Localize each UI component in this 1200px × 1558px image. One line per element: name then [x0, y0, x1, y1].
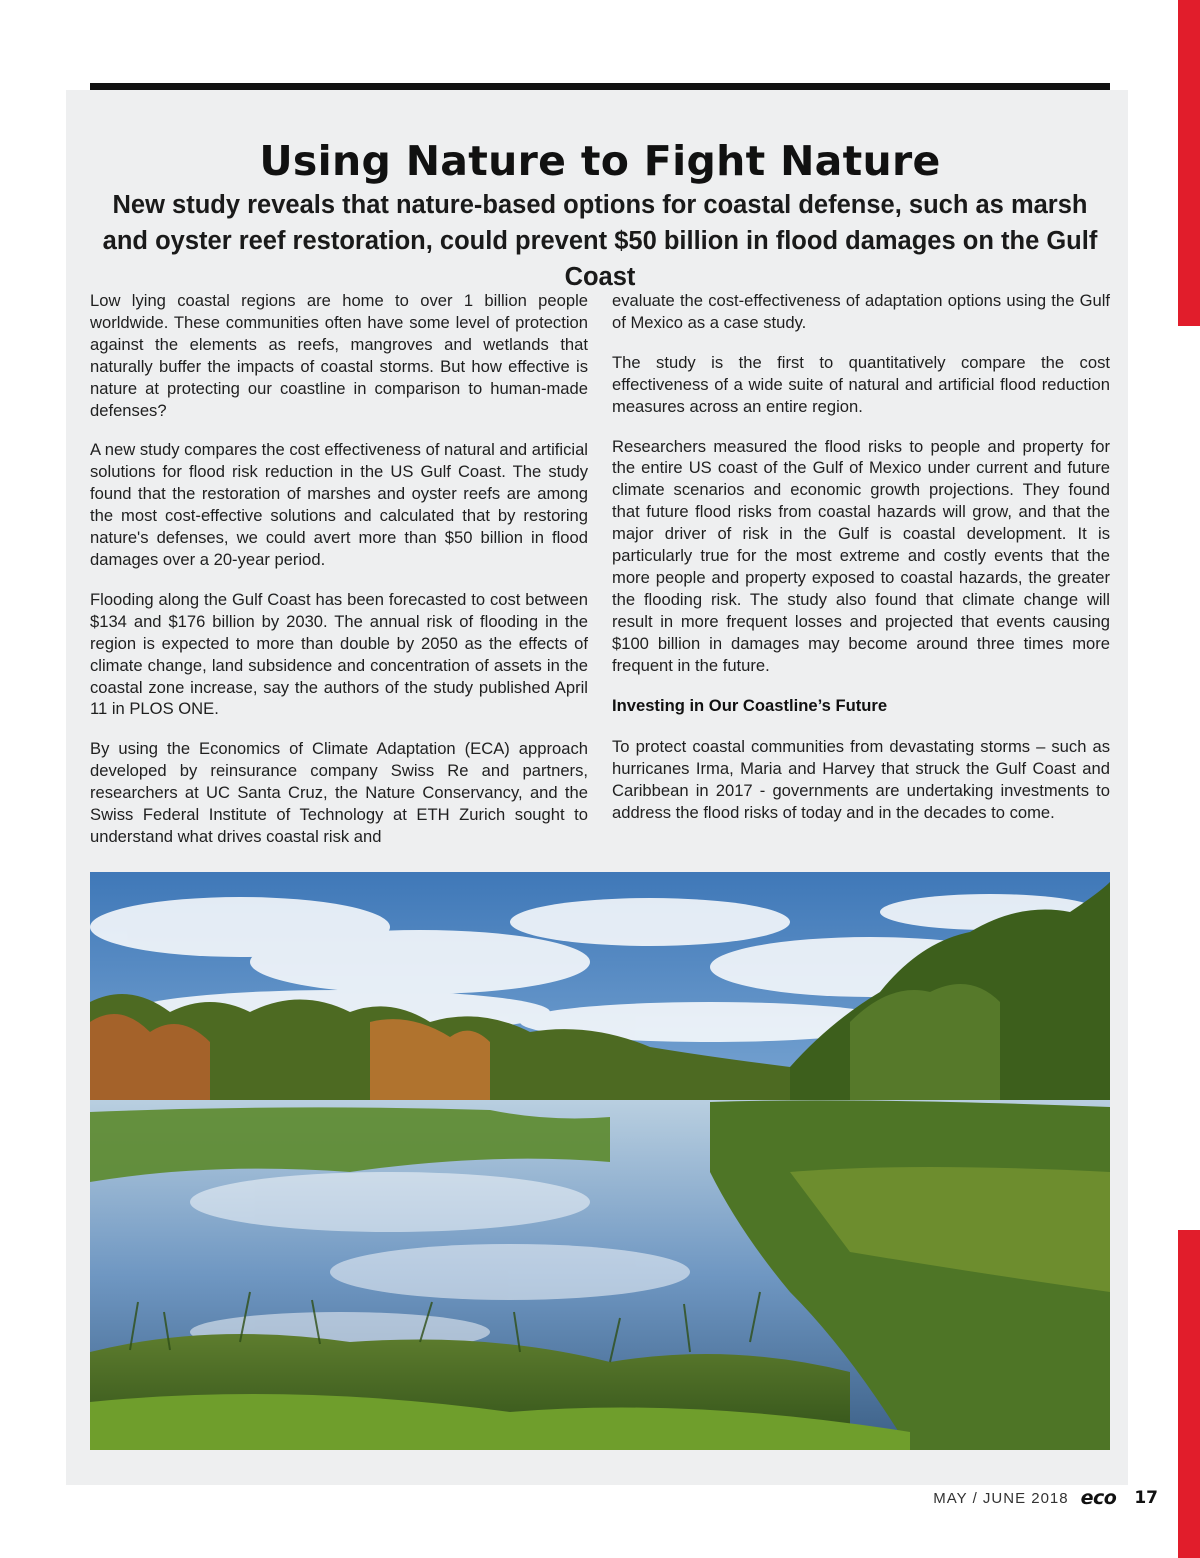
left-column	[90, 290, 588, 866]
paragraph: By using the Economics of Climate Adaptation (ECA) approach developed by reinsurance company Swiss Re and partners, researchers at UC Santa Cruz, the Nature Conservancy, and the Swiss Federal Institute of Technology at ETH Zurich sought to understand what drives coastal risk and	[90, 739, 588, 846]
section-heading: Investing in Our Coastline’s Future	[612, 695, 888, 715]
edge-tab-top	[1178, 0, 1200, 326]
page-number: 17	[1134, 1488, 1158, 1508]
paragraph: To protect coastal communities from devastating storms – such as hurricanes Irma, Maria and Harvey that struck the Gulf Coast and Caribbean in 2017 - governments are undertaking investments to address the flood risks of today and in the decades to come.	[612, 737, 1110, 823]
wetland-photo	[90, 872, 1110, 1450]
paragraph: Researchers measured the flood risks to people and property for the entire US coast of the Gulf of Mexico under current and future climate scenarios and economic growth projections. They found that future flood risks from coastal hazards will grow, and that the major driver of risk in the Gulf is coastal development. It is particularly true for the most extreme and costly events that the more people and property exposed to coastal hazards, the greater the flooding risk. The study also found that climate change will result in more frequent losses and projected that events causing $100 billion in damages may become around three times more frequent in the future.	[612, 436, 1110, 675]
paragraph: Low lying coastal regions are home to over 1 billion people worldwide. These communities often have some level of protection against the elements as reefs, mangroves and wetlands that naturally buffer the impacts of coastal storms. But how effective is nature at protecting our coastline in comparison to human-made defenses?	[90, 291, 588, 420]
paragraph: A new study compares the cost effectiveness of natural and artificial solutions for flood risk reduction in the US Gulf Coast. The study found that the restoration of marshes and oyster reefs are among the most cost-effective solutions and calculated that by restoring nature's defenses, we could avert more than $50 billion in flood damages over a 20-year period.	[90, 440, 588, 569]
paragraph: Flooding along the Gulf Coast has been forecasted to cost between $134 and $176 billion by 2030. The annual risk of flooding in the region is expected to more than double by 2050 as the effects of climate change, land subsidence and concentration of assets in the coastal zone increase, say the authors of the study published April 11 in PLOS ONE.	[90, 589, 588, 719]
article-title: Using Nature to Fight Nature	[259, 137, 941, 185]
page-footer	[933, 1486, 1158, 1510]
article-subtitle: New study reveals that nature-based options for coastal defense, such as marsh and oyster reef restoration, could prevent $50 billion in flood damages on the Gulf Coast	[102, 191, 1098, 291]
right-column	[612, 290, 1110, 842]
wetland-illustration	[90, 872, 1110, 1450]
magazine-logo: eco	[1080, 1487, 1117, 1509]
issue-date: MAY / JUNE 2018	[933, 1489, 1069, 1507]
edge-tab-bottom	[1178, 1230, 1200, 1558]
paragraph: evaluate the cost-effectiveness of adaptation options using the Gulf of Mexico as a case study.	[612, 291, 1110, 332]
paragraph: The study is the first to quantitatively compare the cost effectiveness of a wide suite of natural and artificial flood reduction measures across an entire region.	[612, 352, 1110, 416]
